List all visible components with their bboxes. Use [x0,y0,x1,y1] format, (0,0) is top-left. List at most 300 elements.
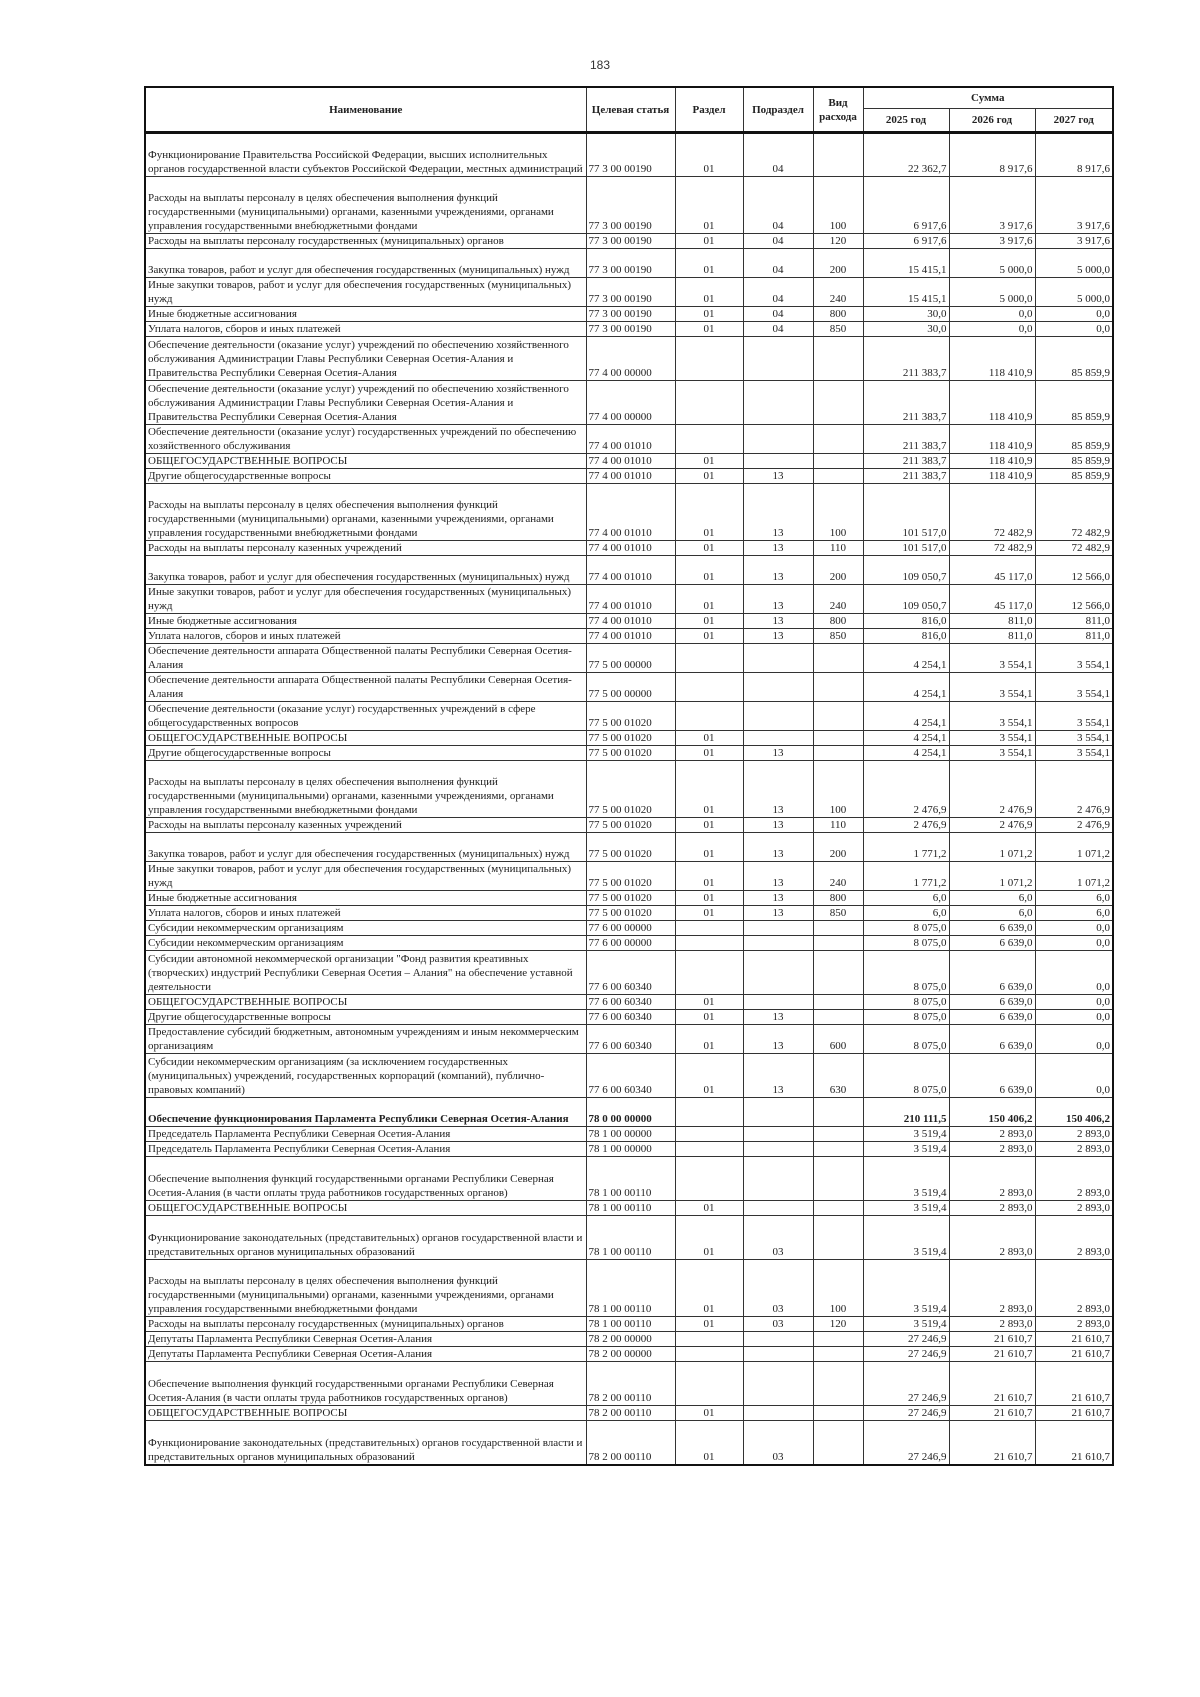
row-amount-2026: 6 639,0 [949,921,1035,936]
row-section: 01 [675,1216,743,1260]
row-target-code: 77 4 00 01010 [586,454,675,469]
row-section: 01 [675,133,743,177]
row-subsection [743,1406,813,1421]
row-amount-2025: 4 254,1 [863,644,949,673]
row-amount-2027: 0,0 [1035,1025,1113,1054]
row-target-code: 77 4 00 00000 [586,381,675,425]
row-amount-2026: 6 639,0 [949,995,1035,1010]
row-name: Предоставление субсидий бюджетным, автономным учреждениям и иным некоммерческим организациям [145,1025,586,1054]
row-subsection: 04 [743,249,813,278]
row-subsection: 03 [743,1421,813,1465]
row-expense-type: 240 [813,862,863,891]
row-name: Расходы на выплаты персоналу государственных (муниципальных) органов [145,1317,586,1332]
row-amount-2026: 118 410,9 [949,425,1035,454]
table-row [145,614,1113,629]
row-amount-2025: 3 519,4 [863,1317,949,1332]
row-name: Иные закупки товаров, работ и услуг для обеспечения государственных (муниципальных) нужд [145,278,586,307]
row-subsection [743,951,813,995]
row-amount-2025: 816,0 [863,629,949,644]
row-section [675,702,743,731]
row-amount-2026: 811,0 [949,629,1035,644]
row-section: 01 [675,541,743,556]
row-section: 01 [675,1317,743,1332]
row-amount-2027: 21 610,7 [1035,1362,1113,1406]
row-name: Иные бюджетные ассигнования [145,307,586,322]
row-amount-2027: 0,0 [1035,921,1113,936]
row-name: Субсидии некоммерческим организациям [145,936,586,951]
row-amount-2027: 2 893,0 [1035,1317,1113,1332]
header-target: Целевая статья [586,87,675,133]
header-2025: 2025 год [863,109,949,133]
table-row [145,936,1113,951]
row-target-code: 77 5 00 01020 [586,761,675,818]
row-amount-2025: 27 246,9 [863,1421,949,1465]
row-target-code: 77 4 00 01010 [586,614,675,629]
row-amount-2025: 6 917,6 [863,177,949,234]
row-subsection: 03 [743,1216,813,1260]
row-amount-2025: 8 075,0 [863,1025,949,1054]
row-expense-type [813,673,863,702]
row-section: 01 [675,995,743,1010]
row-section: 01 [675,629,743,644]
row-subsection [743,1157,813,1201]
row-amount-2025: 15 415,1 [863,278,949,307]
row-section [675,644,743,673]
table-row [145,1127,1113,1142]
row-expense-type: 200 [813,249,863,278]
row-amount-2027: 3 554,1 [1035,673,1113,702]
row-name: Субсидии автономной некоммерческой организации "Фонд развития креативных (творческих) индустрий Республики Северная Осетия – Алания" на обеспечение уставной деятельности [145,951,586,995]
row-section [675,337,743,381]
row-name: Закупка товаров, работ и услуг для обеспечения государственных (муниципальных) нужд [145,556,586,585]
table-body [145,133,1113,1465]
row-name: Обеспечение деятельности (оказание услуг) государственных учреждений в сфере общегосударственных вопросов [145,702,586,731]
row-expense-type: 100 [813,484,863,541]
row-amount-2025: 211 383,7 [863,454,949,469]
row-expense-type: 100 [813,177,863,234]
row-amount-2025: 2 476,9 [863,761,949,818]
row-target-code: 77 3 00 00190 [586,322,675,337]
row-name: Обеспечение деятельности аппарата Общественной палаты Республики Северная Осетия-Алания [145,673,586,702]
row-amount-2027: 811,0 [1035,614,1113,629]
row-amount-2027: 3 917,6 [1035,177,1113,234]
row-section: 01 [675,556,743,585]
row-name: Субсидии некоммерческим организациям [145,921,586,936]
row-subsection: 13 [743,818,813,833]
row-section [675,921,743,936]
table-row [145,673,1113,702]
row-expense-type [813,644,863,673]
row-amount-2027: 3 554,1 [1035,644,1113,673]
row-target-code: 77 5 00 01020 [586,906,675,921]
table-row [145,1054,1113,1098]
row-expense-type [813,995,863,1010]
row-expense-type [813,425,863,454]
row-target-code: 77 6 00 60340 [586,1010,675,1025]
row-amount-2026: 21 610,7 [949,1332,1035,1347]
row-name: Другие общегосударственные вопросы [145,469,586,484]
row-amount-2027: 0,0 [1035,307,1113,322]
row-expense-type [813,951,863,995]
row-name: Обеспечение деятельности (оказание услуг) государственных учреждений по обеспечению хозяйственного обслуживания [145,425,586,454]
row-amount-2025: 1 771,2 [863,833,949,862]
row-amount-2026: 811,0 [949,614,1035,629]
row-section: 01 [675,1421,743,1465]
row-amount-2027: 72 482,9 [1035,484,1113,541]
row-amount-2025: 8 075,0 [863,921,949,936]
row-amount-2026: 8 917,6 [949,133,1035,177]
table-row [145,454,1113,469]
table-row [145,322,1113,337]
row-section: 01 [675,1260,743,1317]
row-amount-2026: 3 554,1 [949,746,1035,761]
row-amount-2026: 21 610,7 [949,1421,1035,1465]
row-section [675,1362,743,1406]
row-subsection [743,1142,813,1157]
row-amount-2026: 5 000,0 [949,249,1035,278]
row-target-code: 77 5 00 01020 [586,702,675,731]
row-expense-type: 850 [813,322,863,337]
table-row [145,833,1113,862]
table-row [145,278,1113,307]
row-name: Обеспечение деятельности (оказание услуг) учреждений по обеспечению хозяйственного обслуживания Администрации Главы Республики Северная Осетия-Алания и Правительства Республики Северная Осетия-Алания [145,337,586,381]
row-amount-2025: 8 075,0 [863,936,949,951]
row-amount-2025: 211 383,7 [863,337,949,381]
row-section: 01 [675,731,743,746]
row-amount-2026: 1 071,2 [949,833,1035,862]
row-subsection: 13 [743,1010,813,1025]
row-subsection [743,1127,813,1142]
row-amount-2026: 21 610,7 [949,1347,1035,1362]
row-name: Депутаты Парламента Республики Северная Осетия-Алания [145,1347,586,1362]
row-subsection: 04 [743,234,813,249]
row-subsection: 13 [743,906,813,921]
row-amount-2026: 6 639,0 [949,951,1035,995]
header-expense-type: Вид расхода [813,87,863,133]
row-subsection: 13 [743,629,813,644]
row-amount-2026: 3 917,6 [949,177,1035,234]
row-name: Уплата налогов, сборов и иных платежей [145,629,586,644]
row-name: Председатель Парламента Республики Северная Осетия-Алания [145,1127,586,1142]
row-amount-2027: 85 859,9 [1035,381,1113,425]
row-expense-type [813,1362,863,1406]
row-amount-2027: 3 554,1 [1035,731,1113,746]
row-target-code: 77 4 00 01010 [586,541,675,556]
row-expense-type: 120 [813,1317,863,1332]
row-subsection [743,1332,813,1347]
row-subsection [743,1201,813,1216]
row-target-code: 77 5 00 01020 [586,731,675,746]
row-section [675,1157,743,1201]
row-target-code: 78 2 00 00000 [586,1347,675,1362]
table-row [145,249,1113,278]
row-section [675,936,743,951]
row-amount-2027: 5 000,0 [1035,278,1113,307]
row-amount-2026: 2 893,0 [949,1317,1035,1332]
row-subsection: 04 [743,322,813,337]
row-target-code: 77 4 00 01010 [586,469,675,484]
table-row [145,425,1113,454]
row-target-code: 77 6 00 00000 [586,921,675,936]
row-amount-2025: 2 476,9 [863,818,949,833]
row-name: Обеспечение выполнения функций государственными органами Республики Северная Осетия-Алания (в части оплаты труда работников государственных органов) [145,1157,586,1201]
table-row [145,1421,1113,1465]
row-expense-type: 240 [813,585,863,614]
row-expense-type [813,469,863,484]
row-amount-2025: 27 246,9 [863,1332,949,1347]
table-row [145,761,1113,818]
row-subsection [743,731,813,746]
row-amount-2027: 150 406,2 [1035,1098,1113,1127]
header-name: Наименование [145,87,586,133]
row-amount-2026: 6 639,0 [949,1054,1035,1098]
row-section [675,673,743,702]
row-subsection [743,425,813,454]
table-row [145,337,1113,381]
row-section: 01 [675,1406,743,1421]
row-section: 01 [675,891,743,906]
row-amount-2026: 3 554,1 [949,731,1035,746]
row-amount-2025: 27 246,9 [863,1406,949,1421]
row-section: 01 [675,1201,743,1216]
row-amount-2027: 0,0 [1035,995,1113,1010]
table-row [145,818,1113,833]
table-row [145,951,1113,995]
row-target-code: 77 4 00 01010 [586,556,675,585]
table-row [145,1347,1113,1362]
page-number: 183 [589,58,611,72]
row-amount-2026: 21 610,7 [949,1362,1035,1406]
row-expense-type [813,731,863,746]
row-amount-2027: 0,0 [1035,936,1113,951]
row-amount-2027: 2 893,0 [1035,1127,1113,1142]
row-target-code: 77 4 00 01010 [586,484,675,541]
table-row [145,1157,1113,1201]
row-amount-2026: 2 893,0 [949,1157,1035,1201]
row-amount-2026: 2 893,0 [949,1260,1035,1317]
row-section: 01 [675,585,743,614]
row-target-code: 77 3 00 00190 [586,307,675,322]
row-name: Иные бюджетные ассигнования [145,891,586,906]
row-amount-2027: 2 476,9 [1035,761,1113,818]
row-amount-2025: 4 254,1 [863,746,949,761]
row-expense-type [813,1421,863,1465]
row-amount-2025: 8 075,0 [863,1010,949,1025]
row-amount-2027: 2 476,9 [1035,818,1113,833]
row-amount-2027: 2 893,0 [1035,1260,1113,1317]
table-row [145,995,1113,1010]
row-amount-2026: 3 917,6 [949,234,1035,249]
row-name: Обеспечение функционирования Парламента Республики Северная Осетия-Алания [145,1098,586,1127]
row-subsection [743,1347,813,1362]
row-expense-type [813,381,863,425]
row-section [675,1347,743,1362]
row-subsection: 13 [743,746,813,761]
row-amount-2027: 2 893,0 [1035,1142,1113,1157]
row-amount-2026: 2 893,0 [949,1142,1035,1157]
row-amount-2026: 45 117,0 [949,556,1035,585]
row-amount-2025: 101 517,0 [863,541,949,556]
table-row [145,1142,1113,1157]
row-subsection: 13 [743,833,813,862]
row-amount-2026: 1 071,2 [949,862,1035,891]
row-target-code: 78 2 00 00110 [586,1421,675,1465]
row-section: 01 [675,761,743,818]
row-section: 01 [675,1010,743,1025]
row-amount-2026: 118 410,9 [949,469,1035,484]
row-amount-2027: 811,0 [1035,629,1113,644]
row-expense-type [813,1157,863,1201]
row-amount-2025: 30,0 [863,322,949,337]
table-row [145,556,1113,585]
row-expense-type [813,1142,863,1157]
row-name: Обеспечение деятельности (оказание услуг) учреждений по обеспечению хозяйственного обслуживания Администрации Главы Республики Северная Осетия-Алания и Правительства Республики Северная Осетия-Алания [145,381,586,425]
row-section: 01 [675,484,743,541]
row-subsection [743,702,813,731]
row-target-code: 78 1 00 00110 [586,1260,675,1317]
table-row [145,585,1113,614]
table-row [145,1406,1113,1421]
row-subsection [743,337,813,381]
row-target-code: 77 3 00 00190 [586,278,675,307]
row-amount-2025: 4 254,1 [863,731,949,746]
table-row [145,381,1113,425]
row-subsection [743,644,813,673]
row-amount-2027: 0,0 [1035,1054,1113,1098]
row-amount-2025: 22 362,7 [863,133,949,177]
row-target-code: 77 5 00 00000 [586,673,675,702]
row-section: 01 [675,469,743,484]
table-row [145,177,1113,234]
row-amount-2025: 3 519,4 [863,1201,949,1216]
row-expense-type [813,746,863,761]
row-amount-2026: 150 406,2 [949,1098,1035,1127]
row-subsection [743,936,813,951]
table-row [145,484,1113,541]
row-amount-2027: 85 859,9 [1035,454,1113,469]
row-target-code: 78 1 00 00000 [586,1142,675,1157]
row-section: 01 [675,177,743,234]
row-amount-2027: 3 554,1 [1035,702,1113,731]
row-name: Расходы на выплаты персоналу казенных учреждений [145,818,586,833]
row-amount-2027: 21 610,7 [1035,1347,1113,1362]
table-row [145,731,1113,746]
row-name: Функционирование Правительства Российской Федерации, высших исполнительных органов государственной власти субъектов Российской Федерации, местных администраций [145,133,586,177]
row-expense-type [813,1406,863,1421]
row-subsection [743,673,813,702]
row-amount-2025: 4 254,1 [863,673,949,702]
row-expense-type: 100 [813,761,863,818]
row-subsection [743,1098,813,1127]
row-amount-2025: 210 111,5 [863,1098,949,1127]
row-name: Расходы на выплаты персоналу в целях обеспечения выполнения функций государственными (муниципальными) органами, казенными учреждениями, органами управления государственными внебюджетными фондами [145,761,586,818]
row-amount-2026: 0,0 [949,307,1035,322]
row-target-code: 77 6 00 60340 [586,995,675,1010]
row-amount-2027: 0,0 [1035,951,1113,995]
row-section: 01 [675,454,743,469]
row-amount-2025: 211 383,7 [863,425,949,454]
table-row [145,629,1113,644]
row-section: 01 [675,818,743,833]
row-subsection: 13 [743,469,813,484]
row-name: Обеспечение деятельности аппарата Общественной палаты Республики Северная Осетия-Алания [145,644,586,673]
row-target-code: 77 6 00 60340 [586,1054,675,1098]
row-subsection: 03 [743,1260,813,1317]
row-name: ОБЩЕГОСУДАРСТВЕННЫЕ ВОПРОСЫ [145,731,586,746]
row-subsection [743,1362,813,1406]
row-amount-2026: 45 117,0 [949,585,1035,614]
row-amount-2026: 21 610,7 [949,1406,1035,1421]
row-amount-2025: 8 075,0 [863,995,949,1010]
row-amount-2025: 15 415,1 [863,249,949,278]
table-row [145,1216,1113,1260]
row-amount-2025: 30,0 [863,307,949,322]
table-row [145,906,1113,921]
row-expense-type [813,1332,863,1347]
row-amount-2025: 101 517,0 [863,484,949,541]
row-amount-2026: 72 482,9 [949,541,1035,556]
row-target-code: 77 6 00 60340 [586,1025,675,1054]
row-expense-type [813,1347,863,1362]
row-name: Уплата налогов, сборов и иных платежей [145,906,586,921]
row-expense-type [813,1201,863,1216]
table-row [145,1362,1113,1406]
row-amount-2025: 8 075,0 [863,951,949,995]
row-target-code: 78 2 00 00110 [586,1406,675,1421]
row-name: Другие общегосударственные вопросы [145,746,586,761]
row-expense-type: 800 [813,307,863,322]
row-amount-2027: 12 566,0 [1035,556,1113,585]
row-subsection: 13 [743,556,813,585]
row-expense-type [813,921,863,936]
row-amount-2025: 211 383,7 [863,381,949,425]
row-section: 01 [675,746,743,761]
row-expense-type: 800 [813,891,863,906]
row-amount-2026: 118 410,9 [949,381,1035,425]
table-row [145,307,1113,322]
row-amount-2025: 3 519,4 [863,1157,949,1201]
row-section: 01 [675,278,743,307]
row-amount-2026: 3 554,1 [949,673,1035,702]
row-amount-2027: 72 482,9 [1035,541,1113,556]
row-subsection: 04 [743,177,813,234]
row-amount-2027: 85 859,9 [1035,469,1113,484]
row-subsection [743,995,813,1010]
row-amount-2027: 8 917,6 [1035,133,1113,177]
table-row [145,644,1113,673]
row-expense-type: 110 [813,818,863,833]
row-amount-2027: 2 893,0 [1035,1157,1113,1201]
row-amount-2027: 2 893,0 [1035,1216,1113,1260]
row-amount-2027: 5 000,0 [1035,249,1113,278]
row-amount-2027: 0,0 [1035,322,1113,337]
table-row [145,234,1113,249]
row-amount-2027: 85 859,9 [1035,425,1113,454]
row-name: Иные бюджетные ассигнования [145,614,586,629]
row-target-code: 77 5 00 01020 [586,891,675,906]
row-name: Иные закупки товаров, работ и услуг для обеспечения государственных (муниципальных) нужд [145,585,586,614]
row-amount-2025: 6,0 [863,891,949,906]
row-name: Председатель Парламента Республики Северная Осетия-Алания [145,1142,586,1157]
row-amount-2025: 6,0 [863,906,949,921]
row-subsection: 03 [743,1317,813,1332]
row-amount-2025: 3 519,4 [863,1216,949,1260]
row-section [675,1127,743,1142]
row-amount-2026: 2 893,0 [949,1216,1035,1260]
row-amount-2025: 27 246,9 [863,1362,949,1406]
header-2027: 2027 год [1035,109,1113,133]
table-row [145,1332,1113,1347]
